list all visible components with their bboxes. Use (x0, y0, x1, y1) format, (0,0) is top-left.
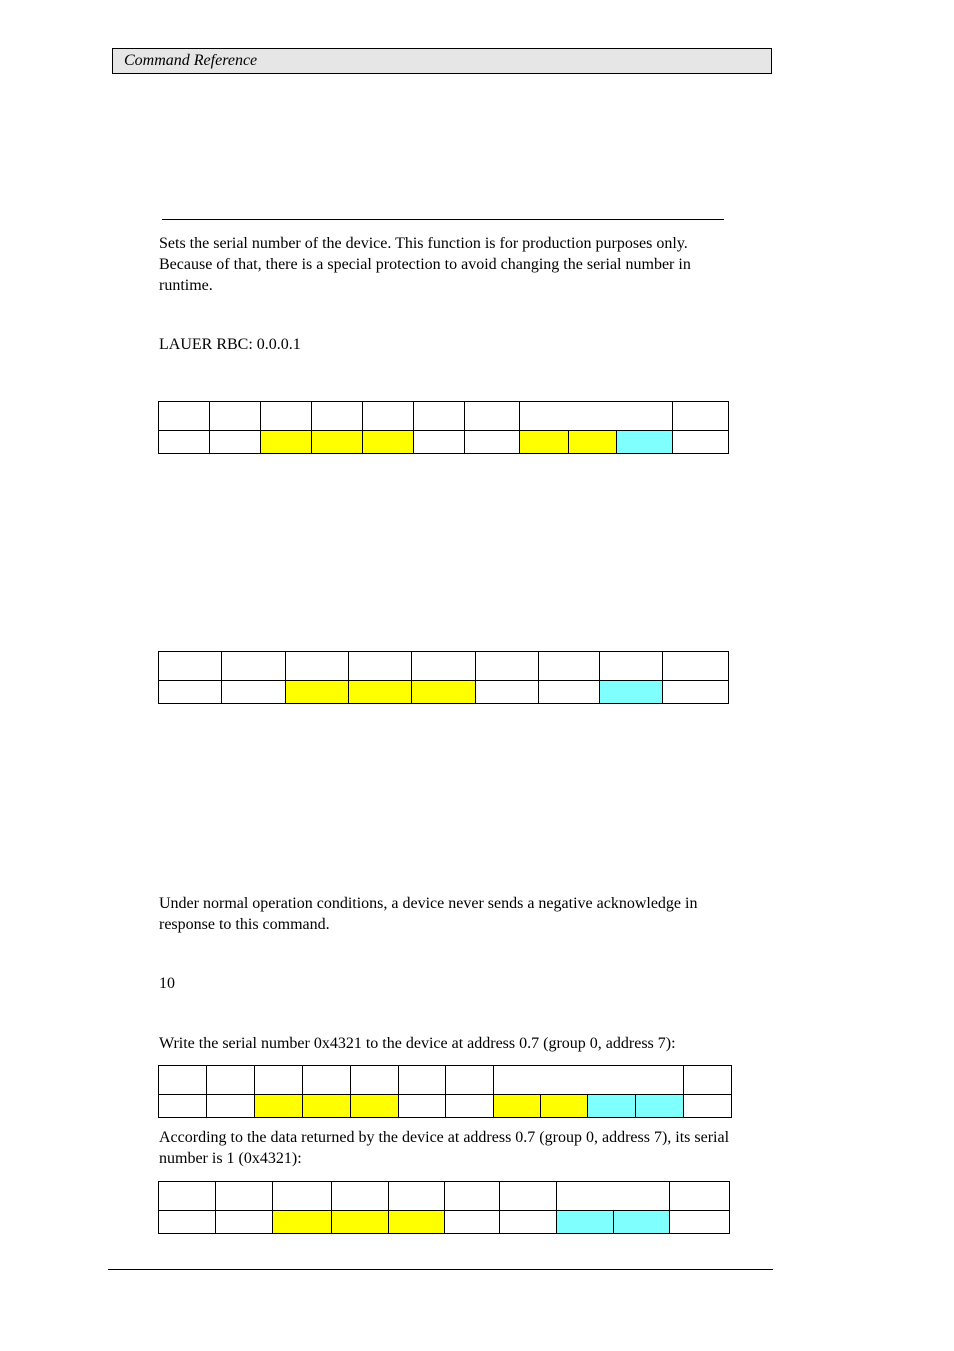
table-row (159, 1066, 732, 1095)
table-row (159, 431, 729, 454)
header-title: Command Reference (124, 52, 258, 69)
table-row (159, 402, 729, 431)
table-row (159, 1182, 730, 1211)
nak-note: Under normal operation conditions, a device never sends a negative acknowledge in response to this command. (159, 895, 698, 933)
example-response-table (158, 1181, 730, 1234)
rbc-version: LAUER RBC: 0.0.0.1 (159, 336, 301, 353)
example-intro: Write the serial number 0x4321 to the device at address 0.7 (group 0, address 7): (159, 1035, 676, 1052)
response-frame-table (158, 651, 729, 704)
response-intro: According to the data returned by the device at address 0.7 (group 0, address 7), its serial number is 1 (0x4321): (159, 1129, 730, 1167)
table-row (159, 681, 729, 704)
table-row (159, 1211, 730, 1234)
description-text: Sets the serial number of the device. This function is for production purposes only. Because of that, there is a special protection to avoid changing the serial number in runtime. (159, 235, 691, 294)
table-row (159, 1095, 732, 1118)
example-command-table (158, 1065, 732, 1118)
command-frame-table (158, 401, 729, 454)
section-divider (162, 219, 724, 220)
page-header (112, 48, 772, 74)
footer-divider (108, 1269, 773, 1270)
code-value: 10 (159, 975, 175, 992)
table-row (159, 652, 729, 681)
